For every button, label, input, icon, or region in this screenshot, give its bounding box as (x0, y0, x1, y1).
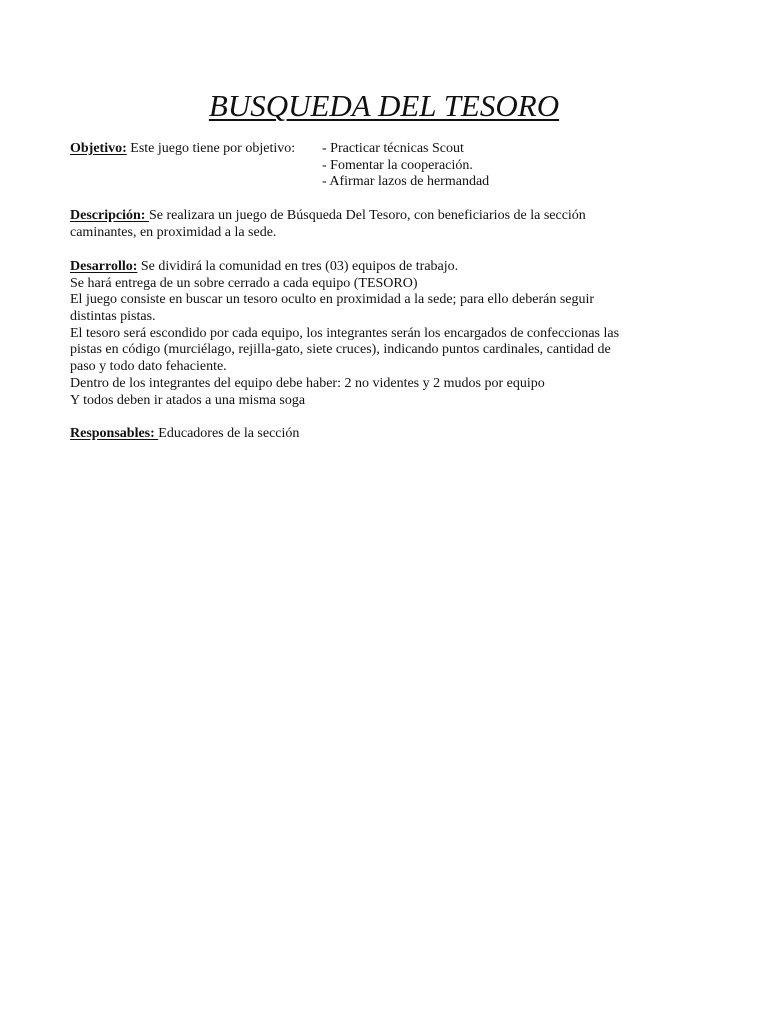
desarrollo-line: pistas en código (murciélago, rejilla-gato, siete cruces), indicando puntos cardinales, cantidad de (70, 342, 611, 358)
desarrollo-line: distintas pistas. (70, 309, 156, 325)
desarrollo-line: paso y todo dato fehaciente. (70, 359, 227, 375)
objetivo-row (70, 158, 710, 175)
desarrollo-line: Y todos deben ir atados a una misma soga (70, 392, 306, 408)
objetivo-section (70, 141, 710, 191)
responsables-section (70, 426, 710, 443)
objetivo-item: - Fomentar la cooperación. (322, 157, 473, 173)
desarrollo-text: Se dividirá la comunidad en tres (03) equipos de trabajo. (137, 259, 459, 274)
descripcion-line (70, 208, 710, 225)
objetivo-intro: Este juego tiene por objetivo: (126, 141, 296, 156)
responsables-line (70, 426, 710, 443)
responsables-text: Educadores de la sección (158, 426, 300, 441)
objetivo-row (70, 174, 710, 191)
desarrollo-line: Dentro de los integrantes del equipo debe haber: 2 no videntes y 2 mudos por equipo (70, 375, 545, 391)
desarrollo-section (70, 259, 710, 409)
desarrollo-line: El juego consiste en buscar un tesoro oculto en proximidad a la sede; para ello deberán seguir (70, 292, 595, 308)
objetivo-label: Objetivo: (70, 141, 127, 156)
responsables-label: Responsables: (70, 426, 159, 441)
desarrollo-line: Se hará entrega de un sobre cerrado a cada equipo (TESORO) (70, 275, 418, 291)
document-title: BUSQUEDA DEL TESORO (208, 88, 560, 123)
desarrollo-line: El tesoro será escondido por cada equipo, los integrantes serán los encargados de confeccionas las (70, 325, 620, 341)
desarrollo-line (70, 259, 710, 276)
objetivo-row (70, 141, 710, 158)
desarrollo-label: Desarrollo: (70, 259, 138, 274)
descripcion-text: Se realizara un juego de Búsqueda Del Tesoro, con beneficiarios de la sección (148, 208, 586, 223)
descripcion-section (70, 208, 710, 241)
descripcion-line: caminantes, en proximidad a la sede. (70, 224, 277, 240)
descripcion-label: Descripción: (70, 208, 149, 223)
objetivo-item: - Practicar técnicas Scout (322, 141, 464, 156)
objetivo-item: - Afirmar lazos de hermandad (322, 174, 490, 190)
